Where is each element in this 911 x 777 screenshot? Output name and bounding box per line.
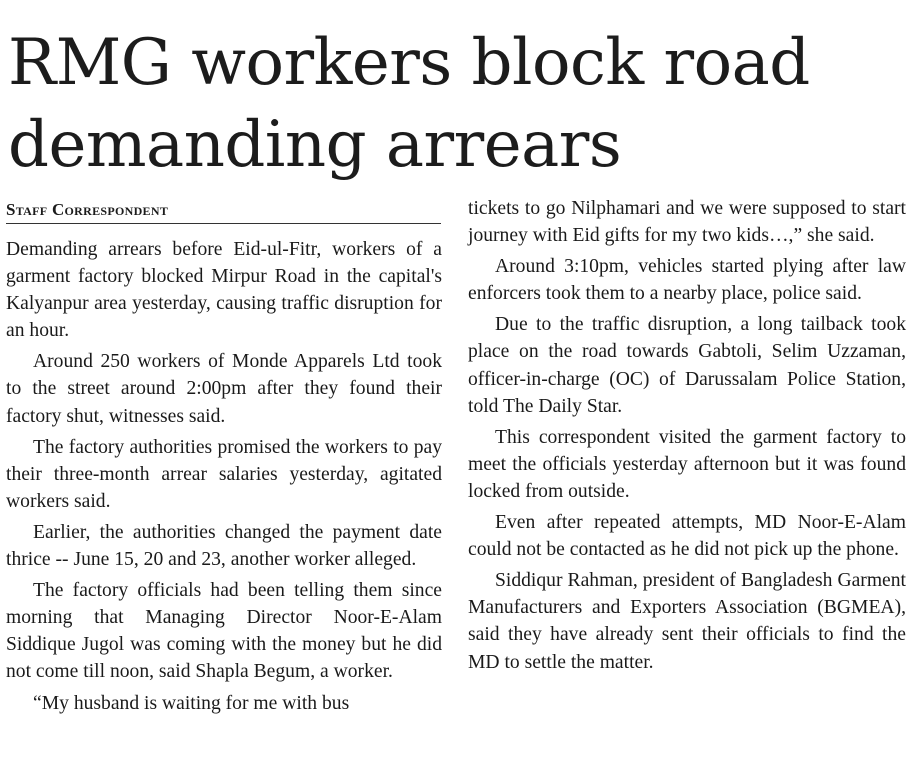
article-column-left: [6, 236, 442, 721]
paragraph: Around 3:10pm, vehicles started plying after law enforcers took them to a nearby place, police said.: [468, 256, 906, 305]
headline-line-2: demanding arrears: [8, 108, 622, 182]
paragraph: Due to the traffic disruption, a long tailback took place on the road towards Gabtoli, Selim Uzzaman, officer-in-charge (OC) of Darussalam Police Station, told The Daily Star.: [468, 314, 906, 417]
paragraph: tickets to go Nilphamari and we were supposed to start journey with Eid gifts for my two kids…,” she said.: [468, 198, 906, 247]
headline-line-1: RMG workers block road: [8, 26, 810, 100]
paragraph: Demanding arrears before Eid-ul-Fitr, workers of a garment factory blocked Mirpur Road in the capital's Kalyanpur area yesterday, causing traffic disruption for an hour.: [6, 239, 442, 342]
paragraph: The factory authorities promised the workers to pay their three-month arrear salaries yesterday, agitated workers said.: [6, 436, 442, 512]
paragraph: Around 250 workers of Monde Apparels Ltd took to the street around 2:00pm after they found their factory shut, witnesses said.: [6, 351, 442, 427]
paragraph: “My husband is waiting for me with bus: [33, 692, 350, 714]
paragraph: Siddiqur Rahman, president of Bangladesh Garment Manufacturers and Exporters Association (BGMEA), said they have already sent their officials to find the MD to settle the matter.: [468, 570, 906, 673]
paragraph: Earlier, the authorities changed the payment date thrice -- June 15, 20 and 23, another worker alleged.: [6, 521, 442, 571]
headline: [8, 22, 908, 186]
paragraph: Even after repeated attempts, MD Noor-E-Alam could not be contacted as he did not pick up the phone.: [468, 512, 906, 561]
paragraph: This correspondent visited the garment factory to meet the officials yesterday afternoon but it was found locked from outside.: [468, 426, 906, 502]
article-column-right: [468, 195, 906, 680]
paragraph: The factory officials had been telling them since morning that Managing Director Noor-E-Alam Siddique Jugol was coming with the money but he did not come till noon, said Shapla Begum, a worker.: [6, 580, 442, 683]
byline: Staff Correspondent: [6, 200, 441, 224]
